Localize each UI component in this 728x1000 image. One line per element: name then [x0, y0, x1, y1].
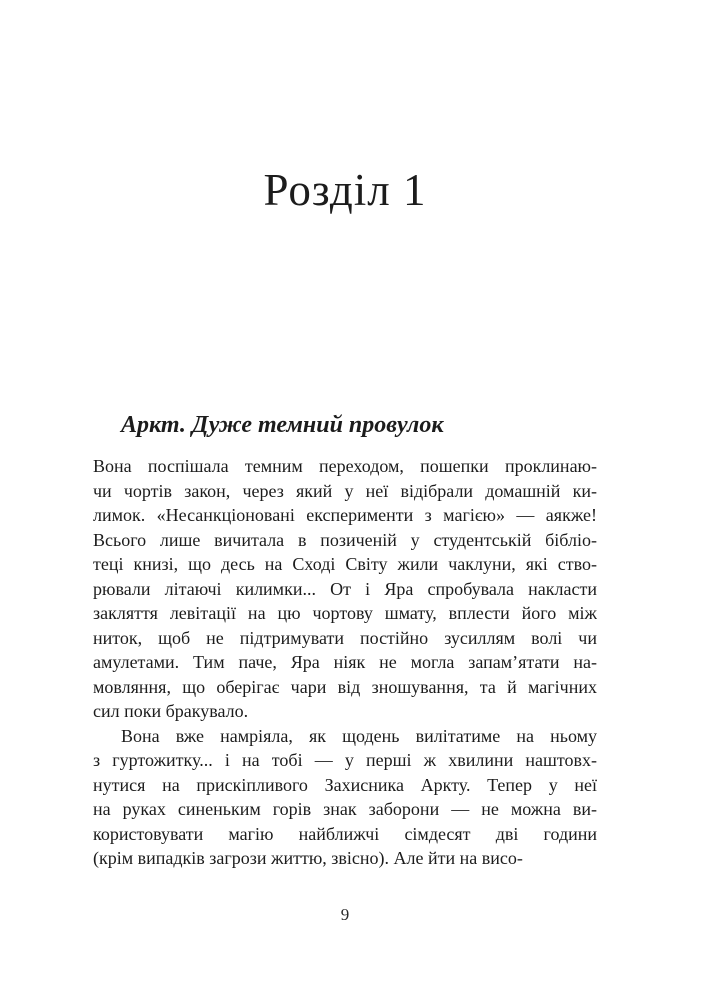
text-line: нутися на прискіпливого Захисника Аркту. Тепер у неї — [93, 774, 597, 795]
text-line: Всього лише вичитала в позиченій у студентській бібліо- — [93, 529, 597, 550]
text-line: Вона поспішала темним переходом, пошепки проклинаю- — [93, 456, 597, 476]
text-line: сил поки бракувало. — [93, 701, 249, 721]
chapter-title: Розділ 1 — [263, 165, 427, 215]
paragraph — [93, 454, 597, 724]
text-line: на руках синеньким горів знак заборони — не можна ви- — [93, 799, 597, 819]
text-line: лимок. «Несанкціоновані експерименти з магією» — аякже! — [93, 505, 597, 525]
text-line: Вона вже намріяла, як щодень вилітатиме на ньому — [121, 725, 597, 746]
section-heading: Аркт. Дуже темний провулок — [121, 412, 444, 438]
text-line: ниток, щоб не підтримувати постійно зусиллям волі чи — [93, 627, 597, 648]
text-line: користовувати магію найближчі сімдесят дві години — [93, 823, 597, 844]
text-line: з гуртожитку... і на тобі — у перші ж хвилини наштовх- — [93, 750, 597, 770]
text-line: закляття левітації на цю чортову шмату, вплести його між — [93, 603, 597, 623]
text-line: амулетами. Тим паче, Яра ніяк не могла запам’ятати на- — [93, 652, 597, 672]
body-text — [93, 454, 597, 871]
paragraph — [93, 724, 597, 871]
text-line: рювали літаючі килимки... От і Яра спробувала накласти — [93, 578, 597, 599]
text-line: чи чортів закон, через який у неї відібрали домашній ки- — [93, 480, 597, 501]
text-line: (крім випадків загрози життю, звісно). Але йти на висо- — [93, 848, 523, 868]
text-line: мовляння, що оберігає чари від зношування, та й магічних — [93, 676, 597, 697]
page-number: 9 — [340, 905, 350, 924]
text-line: теці книзі, що десь на Сході Світу жили чаклуни, які ство- — [93, 554, 597, 574]
